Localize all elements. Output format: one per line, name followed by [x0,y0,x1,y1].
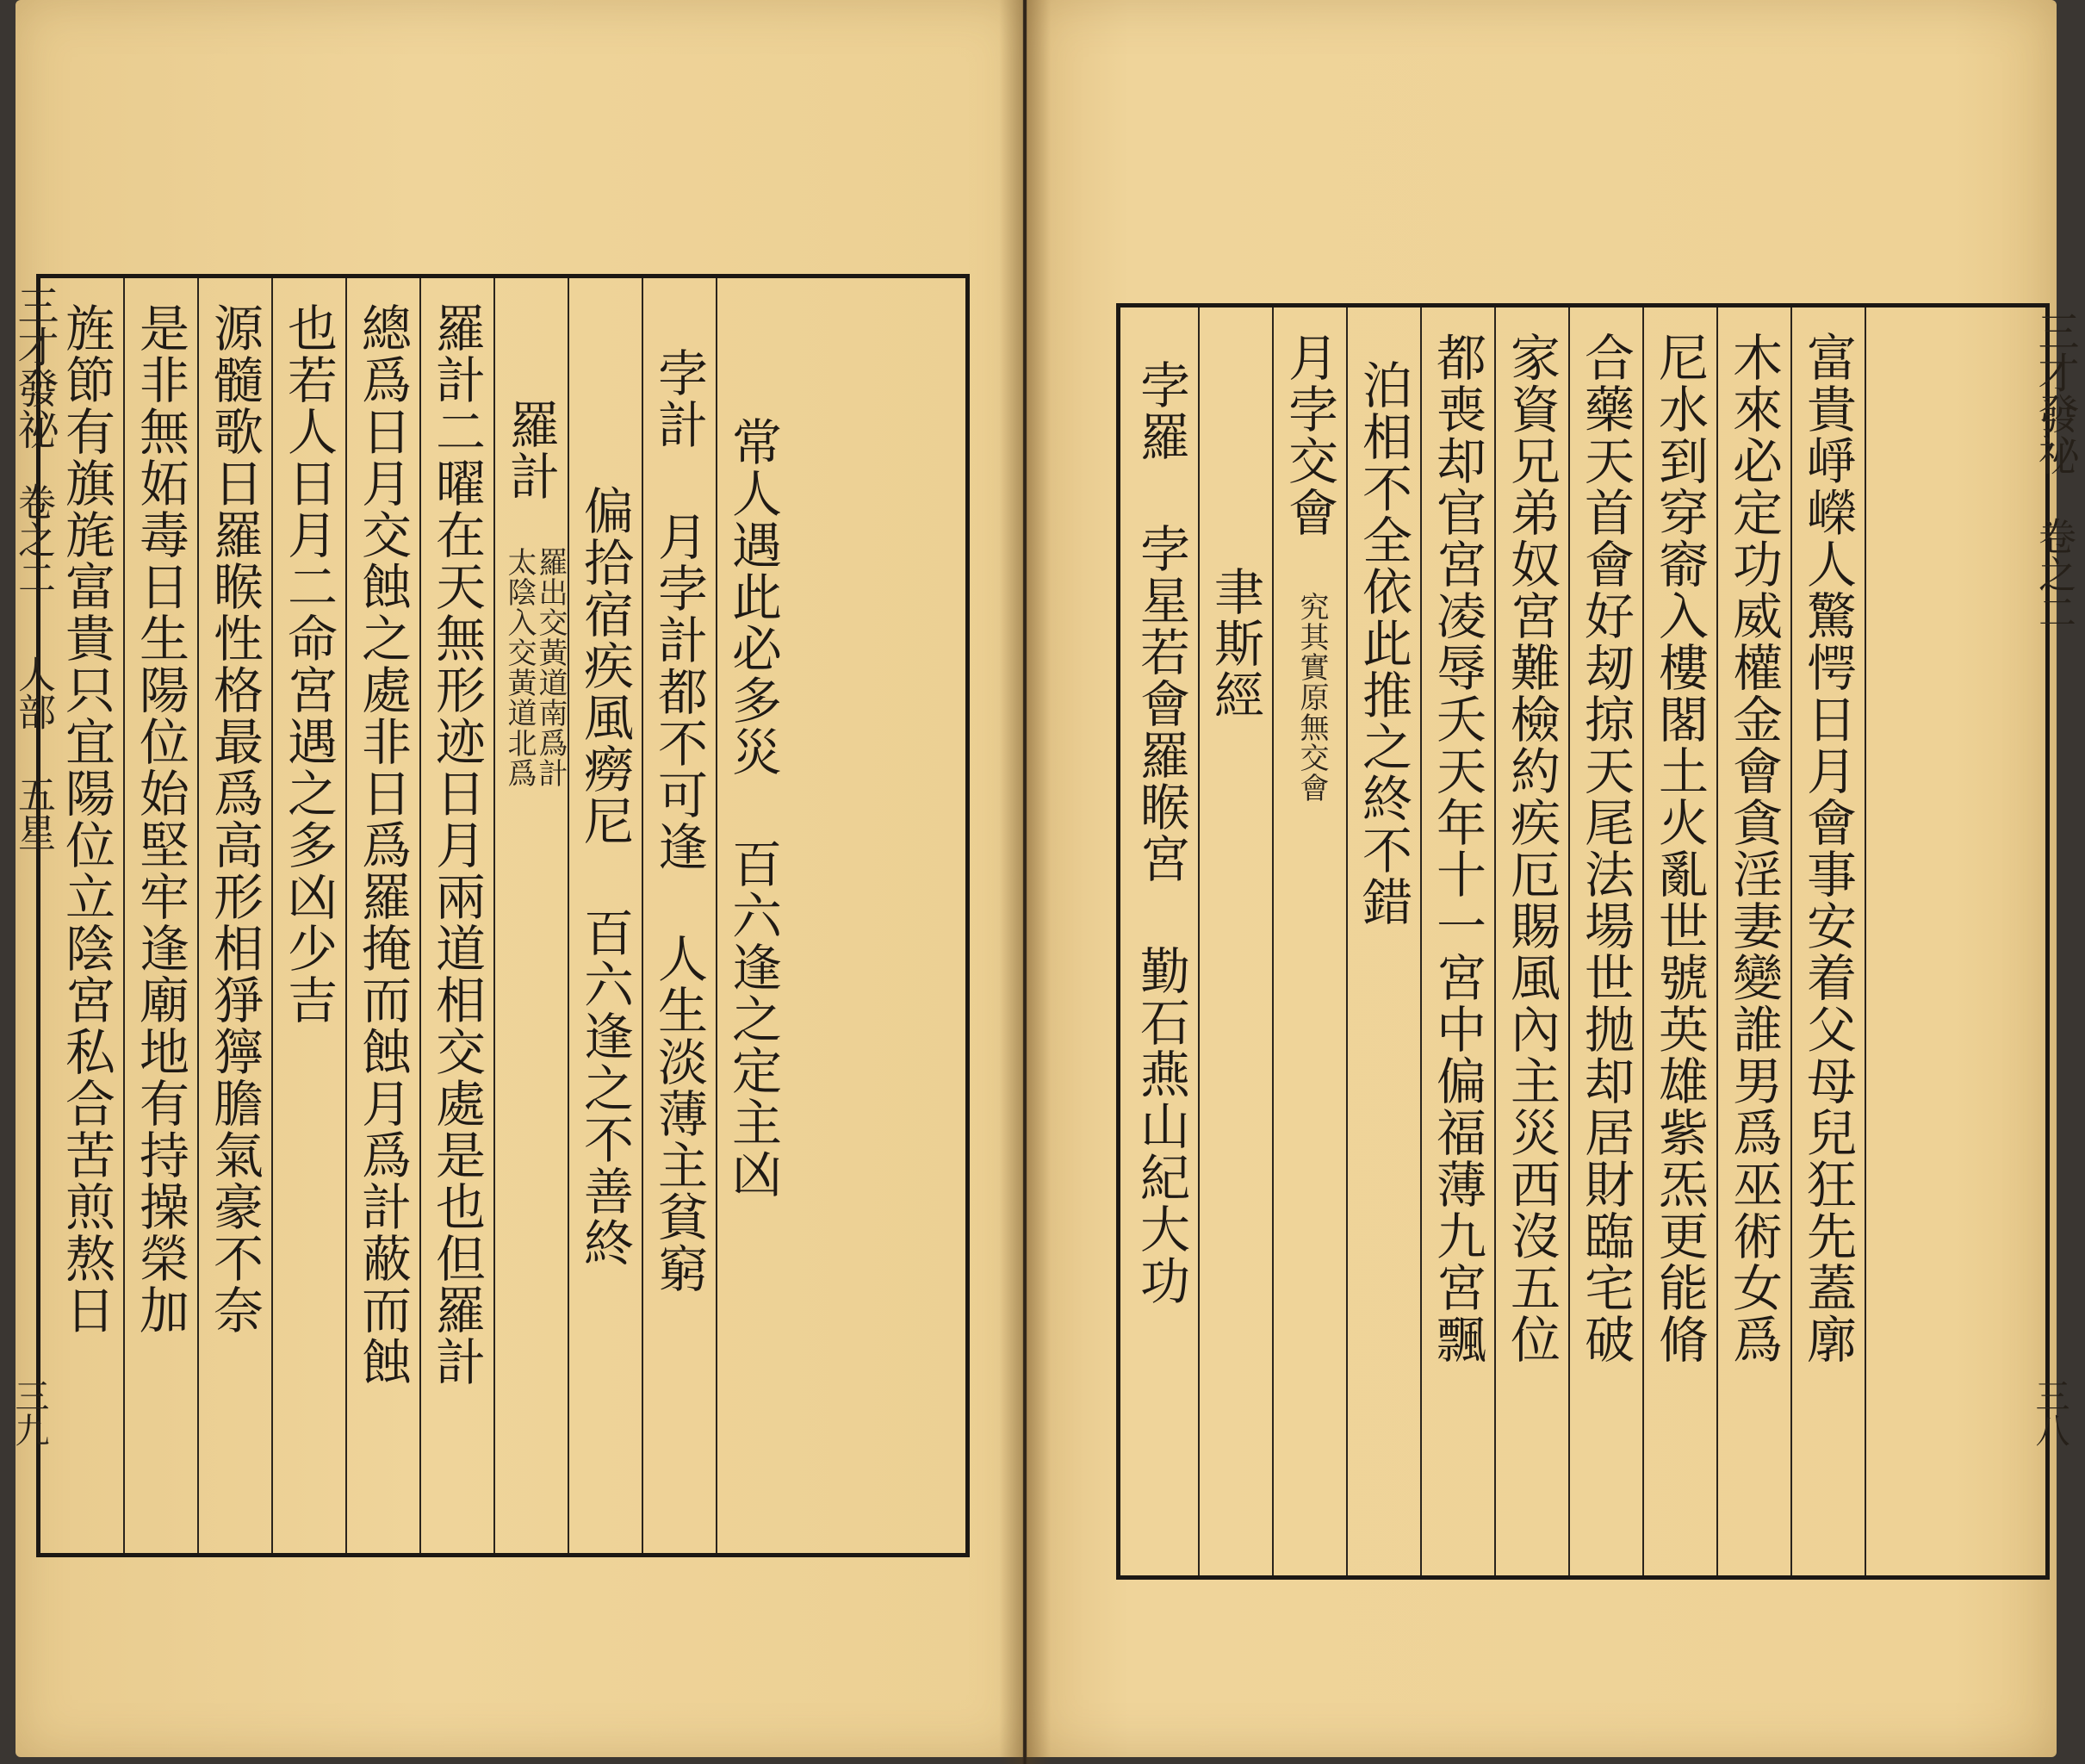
column-text: 偏拾宿疾風癆尼 百六逢之不善終 [575,485,634,1269]
column-heading: 月孛交會 [1280,332,1338,538]
column-text: 泊相不全依此推之終不錯 [1354,359,1412,928]
column-9 [1198,307,1272,1575]
subsection-label: 五星 [11,775,55,851]
section-label: 人部 [11,655,55,730]
column-text: 尼水到穿窬入樓閣土火亂世號英雄紫炁更能脩 [1650,332,1709,1365]
volume-label: 卷之二 [2032,517,2076,630]
column-text: 合藥天首會好刼掠天尾法場世抛却居財臨宅破 [1576,332,1635,1365]
left-text-frame [36,274,970,1557]
banner-title: 三才發祕 [10,284,59,450]
column-text: 富貴崢嶸人驚愕日月會事安着父母兒狂先蓋廓 [1798,332,1857,1365]
column-7 [1346,307,1420,1575]
annotation-a: 太陰入交黃道北爲 [502,547,537,788]
column-2 [642,278,716,1553]
column-text: 旌節有旗旄富貴只宜陽位立陰宮私合苦煎熬日 [57,302,115,1336]
column-2 [1716,307,1790,1575]
left-blank-margin [790,278,965,1553]
column-6 [345,278,419,1553]
column-text: 是非無妬毒日生陽位始堅牢逢廟地有持操榮加 [131,302,189,1336]
right-text-frame [1116,303,2050,1580]
column-heading: 羅計 [501,399,560,502]
column-1 [716,278,790,1553]
annotation-b: 羅出交黃道南爲計 [533,547,568,788]
left-page [9,0,1023,1757]
column-10 [40,278,123,1553]
right-blank-margin [1865,307,2045,1575]
book-gutter [999,0,1051,1764]
column-text: 家資兄弟奴宮難檢約疾厄賜風內主災西沒五位 [1502,332,1561,1365]
column-4 [493,278,568,1553]
column-text: 孛羅 孛星若會羅睺宮 勤石燕山紀大功 [1132,359,1190,1307]
column-8 [1272,307,1346,1575]
column-8 [197,278,271,1553]
column-text: 源髓歌日羅睺性格最爲高形相猙獰膽氣豪不奈 [205,302,264,1336]
column-text: 總爲日月交蝕之處非日爲羅掩而蝕月爲計蔽而蝕 [353,302,412,1388]
volume-label: 卷之二 [11,482,55,596]
column-5 [419,278,493,1553]
column-3 [568,278,642,1553]
banner-title: 三才發祕 [2031,310,2079,475]
column-text: 羅計二曜在天無形迹日月兩道相交處是也但羅計 [427,302,486,1388]
column-4 [1568,307,1642,1575]
column-3 [1642,307,1716,1575]
column-text: 也若人日月二命宮遇之多凶少吉 [279,302,338,1026]
folio-number: 三九 [9,1378,49,1447]
folio-number: 三八 [2030,1378,2069,1447]
column-text: 常人遇此必多災 百六逢之定主凶 [723,416,782,1200]
column-text: 聿斯經 [1206,566,1264,721]
annotation: 究其實原無交會 [1294,592,1329,803]
column-7 [271,278,345,1553]
column-9 [123,278,197,1553]
column-text: 木來必定功威權金會貪淫妻變誰男爲巫術女爲 [1724,332,1783,1365]
column-6 [1420,307,1494,1575]
right-page [1027,0,2079,1757]
column-10 [1120,307,1198,1575]
column-1 [1790,307,1865,1575]
column-text: 都喪却官宮凌辱夭天年十一宮中偏福薄九宮飄 [1428,332,1486,1365]
column-5 [1494,307,1568,1575]
column-text: 孛計 月孛計都不可逢 人生淡薄主貧窮 [649,347,708,1295]
